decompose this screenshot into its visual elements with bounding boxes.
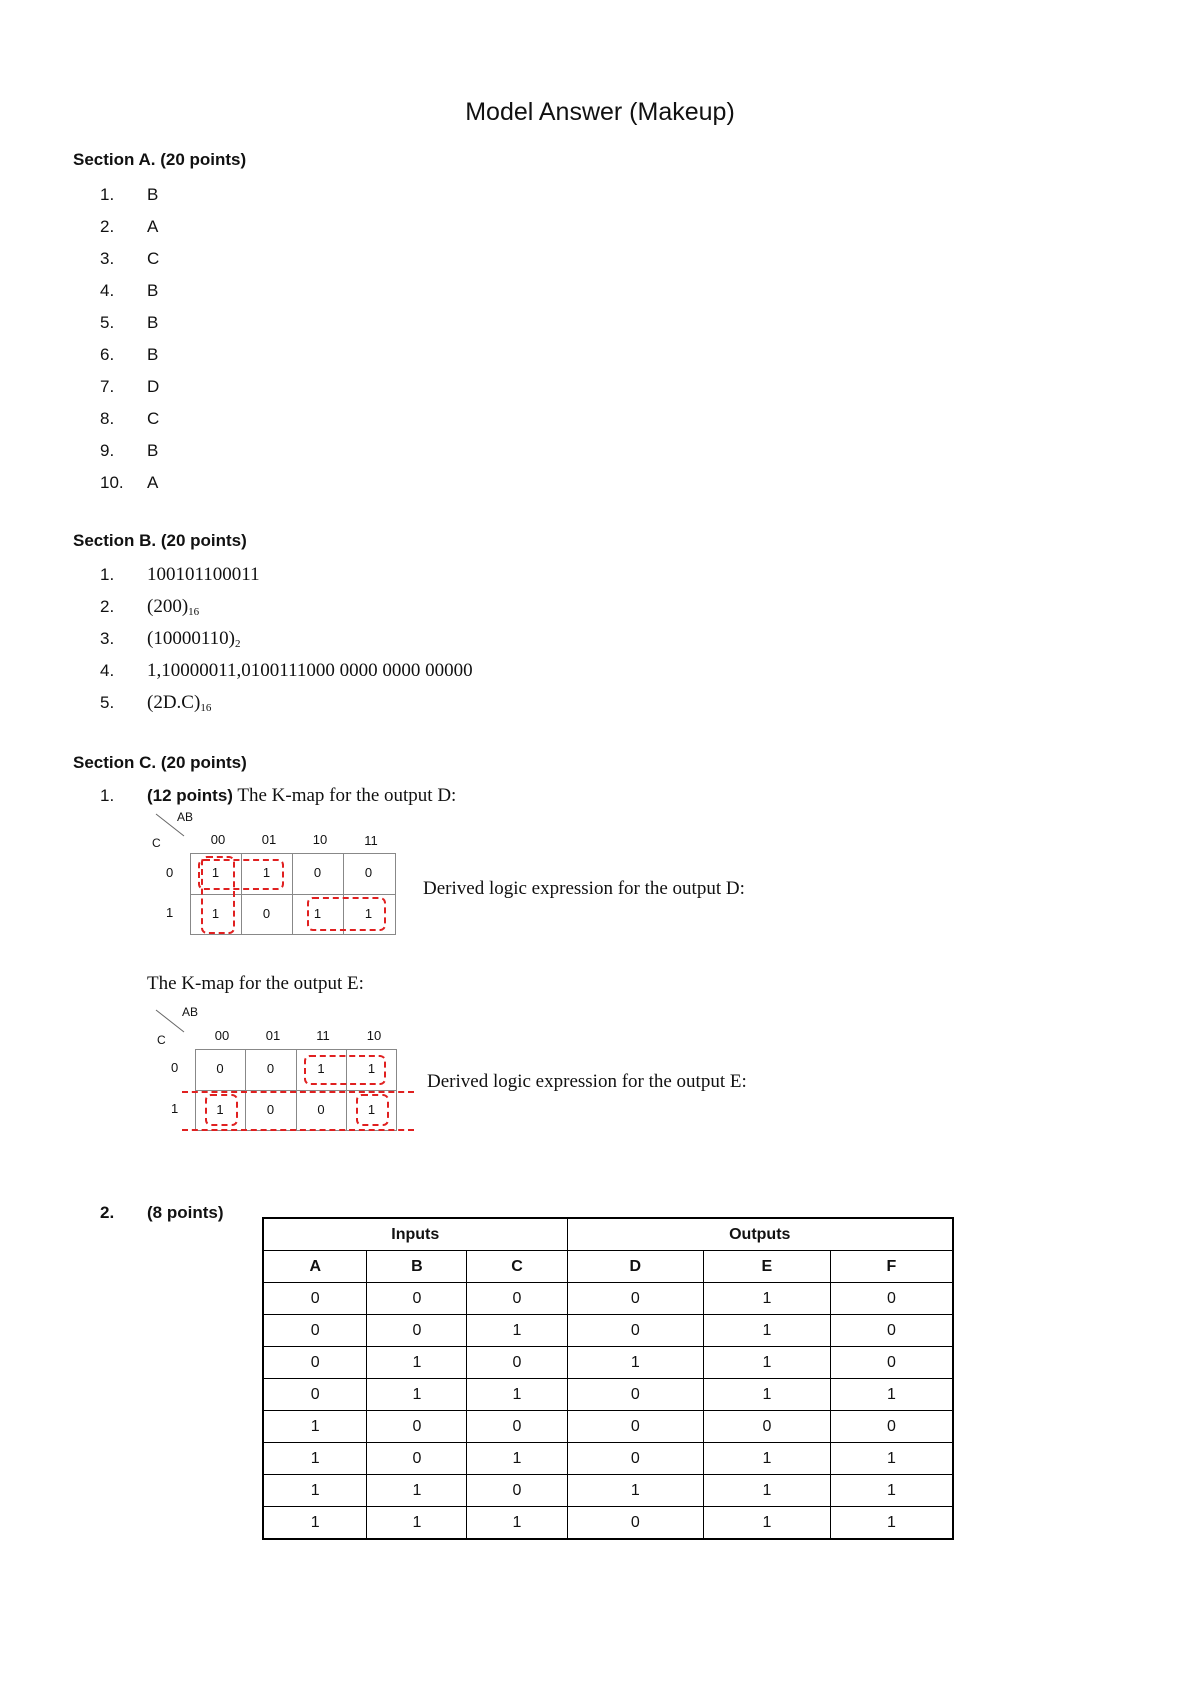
- table-cell: 1: [467, 1507, 567, 1540]
- kmap-col-label: 00: [210, 832, 226, 847]
- question-points: (12 points): [147, 786, 233, 805]
- kmap-wraparound-line: [182, 1091, 414, 1093]
- section-a-heading: Section A. (20 points): [73, 150, 247, 169]
- table-row: [263, 1347, 953, 1379]
- section-b-list: [100, 559, 473, 719]
- item-answer: (200): [147, 596, 189, 617]
- kmap-col-label: 10: [312, 832, 328, 847]
- item-number: 8.: [100, 409, 115, 428]
- table-row: [263, 1475, 953, 1507]
- question-text: The K-map for the output D:: [232, 785, 457, 806]
- item-number: 4.: [100, 661, 115, 680]
- table-cell: 1: [263, 1443, 367, 1475]
- list-item: [100, 307, 159, 339]
- list-item: [100, 243, 159, 275]
- table-cell: 0: [567, 1443, 703, 1475]
- item-answer: 100101100011: [147, 564, 260, 585]
- base-subscript: 2: [234, 638, 241, 650]
- table-cell: 1: [704, 1475, 831, 1507]
- table-cell: 0: [467, 1475, 567, 1507]
- table-cell: 0: [367, 1411, 467, 1443]
- table-cell: 0: [830, 1315, 953, 1347]
- kmap-cell: 0: [216, 1061, 224, 1076]
- list-item: [100, 623, 473, 655]
- item-answer: A: [147, 473, 159, 492]
- table-cell: 0: [467, 1347, 567, 1379]
- question-2: [100, 1197, 224, 1229]
- item-answer: A: [147, 217, 159, 236]
- table-cell: 0: [467, 1411, 567, 1443]
- base-subscript: 16: [188, 606, 200, 618]
- table-cell: 1: [830, 1379, 953, 1411]
- table-cell: 1: [263, 1411, 367, 1443]
- list-item: [100, 687, 473, 719]
- kmap-cell: 1: [367, 1102, 376, 1117]
- table-cell: 0: [830, 1411, 953, 1443]
- kmap-row-label: 0: [166, 865, 174, 880]
- table-row: [263, 1379, 953, 1411]
- list-item: [100, 591, 473, 623]
- item-number: 2.: [100, 1203, 115, 1222]
- table-cell: 1: [830, 1443, 953, 1475]
- list-item: [100, 179, 159, 211]
- table-cell: 1: [704, 1379, 831, 1411]
- kmap-cell: 1: [317, 1061, 325, 1076]
- table-cell: 0: [467, 1283, 567, 1315]
- item-answer: (10000110): [147, 628, 235, 649]
- table-cell: 1: [567, 1475, 703, 1507]
- item-number: 5.: [100, 693, 115, 712]
- table-cell: 0: [567, 1411, 703, 1443]
- item-number: 3.: [100, 249, 115, 268]
- item-number: 5.: [100, 313, 115, 332]
- expression-e-label: Derived logic expression for the output E:: [427, 1071, 747, 1092]
- group-header-outputs: Outputs: [567, 1218, 953, 1251]
- list-item: [100, 371, 159, 403]
- truth-table: [262, 1217, 954, 1540]
- table-cell: 1: [367, 1379, 467, 1411]
- list-item: [100, 339, 159, 371]
- table-cell: 1: [704, 1315, 831, 1347]
- table-cell: 0: [367, 1443, 467, 1475]
- item-number: 1.: [100, 786, 115, 805]
- kmap-cell: 0: [262, 906, 271, 921]
- table-cell: 1: [704, 1347, 831, 1379]
- table-row: [263, 1411, 953, 1443]
- kmap-group-loop: [307, 897, 386, 931]
- table-cell: 0: [263, 1283, 367, 1315]
- item-number: 9.: [100, 441, 115, 460]
- column-header: E: [704, 1251, 831, 1283]
- column-header: F: [830, 1251, 953, 1283]
- kmap-cell: 1: [211, 865, 220, 880]
- item-number: 2.: [100, 217, 115, 236]
- kmap-col-label: 01: [261, 832, 277, 847]
- kmap-cell: 1: [211, 906, 220, 921]
- kmap-e-caption: The K-map for the output E:: [147, 973, 364, 994]
- item-answer: C: [147, 409, 160, 428]
- section-a-list: [100, 179, 159, 499]
- section-b-heading: Section B. (20 points): [73, 531, 247, 550]
- kmap-group-loop: [205, 1094, 238, 1126]
- kmap-cell: 0: [364, 865, 373, 880]
- kmap-d: [150, 808, 410, 938]
- item-answer: B: [147, 185, 159, 204]
- kmap-group-loop: [201, 856, 235, 934]
- item-answer: (2D.C): [147, 692, 201, 713]
- page-title: Model Answer (Makeup): [465, 98, 735, 126]
- column-header: A: [263, 1251, 367, 1283]
- table-cell: 0: [567, 1315, 703, 1347]
- kmap-cell: 0: [266, 1102, 275, 1117]
- kmap-cell: 1: [364, 906, 373, 921]
- kmap-cell: 1: [216, 1102, 224, 1117]
- list-item: [100, 435, 159, 467]
- table-cell: 1: [467, 1315, 567, 1347]
- item-number: 1.: [100, 565, 115, 584]
- table-cell: 0: [567, 1379, 703, 1411]
- table-cell: 1: [467, 1443, 567, 1475]
- table-cell: 0: [830, 1347, 953, 1379]
- table-row: [263, 1507, 953, 1540]
- list-item: [100, 467, 159, 499]
- table-cell: 0: [567, 1283, 703, 1315]
- table-cell: 0: [567, 1507, 703, 1540]
- table-cell: 1: [830, 1475, 953, 1507]
- item-answer: B: [147, 281, 159, 300]
- kmap-col-label: 00: [214, 1028, 230, 1043]
- table-cell: 0: [263, 1379, 367, 1411]
- kmap-cell: 1: [367, 1061, 376, 1076]
- list-item: [100, 403, 159, 435]
- table-cell: 0: [263, 1315, 367, 1347]
- table-row: [263, 1315, 953, 1347]
- table-row: [263, 1283, 953, 1315]
- table-cell: 0: [830, 1283, 953, 1315]
- item-answer: B: [147, 345, 159, 364]
- table-cell: 0: [367, 1315, 467, 1347]
- table-cell: 1: [467, 1379, 567, 1411]
- kmap-group-loop: [356, 1094, 389, 1126]
- kmap-ab-label: AB: [177, 810, 194, 824]
- kmap-cell: 0: [317, 1102, 325, 1117]
- column-header: C: [467, 1251, 567, 1283]
- item-answer: D: [147, 377, 160, 396]
- table-cell: 0: [704, 1411, 831, 1443]
- list-item: [100, 211, 159, 243]
- item-number: 1.: [100, 185, 115, 204]
- kmap-cell: 0: [266, 1061, 275, 1076]
- kmap-row-label: 0: [171, 1060, 179, 1075]
- kmap-cell: 1: [313, 906, 322, 921]
- kmap-row-label: 1: [171, 1101, 179, 1116]
- item-number: 4.: [100, 281, 115, 300]
- table-header-row: [263, 1251, 953, 1283]
- table-cell: 1: [367, 1475, 467, 1507]
- section-c-heading: Section C. (20 points): [73, 753, 247, 772]
- kmap-cell: 1: [262, 865, 271, 880]
- item-number: 3.: [100, 629, 115, 648]
- kmap-c-label: C: [152, 836, 161, 850]
- list-item: [100, 559, 473, 591]
- table-row: [263, 1443, 953, 1475]
- item-answer: B: [147, 313, 159, 332]
- question-points: (8 points): [147, 1203, 224, 1222]
- item-answer: 1,10000011,0100111000 0000 0000 00000: [147, 660, 473, 681]
- table-cell: 1: [830, 1507, 953, 1540]
- item-number: 10.: [100, 473, 124, 492]
- table-cell: 1: [263, 1507, 367, 1540]
- item-number: 2.: [100, 597, 115, 616]
- list-item: [100, 655, 473, 687]
- kmap-col-label: 11: [316, 1028, 330, 1043]
- expression-d-label: Derived logic expression for the output D:: [423, 878, 745, 899]
- table-cell: 0: [367, 1283, 467, 1315]
- kmap-e: [150, 1005, 420, 1135]
- list-item: [100, 275, 159, 307]
- item-number: 6.: [100, 345, 115, 364]
- column-header: D: [567, 1251, 703, 1283]
- kmap-group-loop: [304, 1055, 386, 1085]
- kmap-col-label: 10: [366, 1028, 382, 1043]
- base-subscript: 16: [200, 702, 212, 714]
- item-answer: B: [147, 441, 159, 460]
- kmap-row-label: 1: [166, 905, 174, 920]
- table-cell: 1: [704, 1507, 831, 1540]
- item-answer: C: [147, 249, 160, 268]
- kmap-cell: 0: [313, 865, 322, 880]
- kmap-c-label: C: [157, 1033, 166, 1047]
- kmap-col-label: 11: [364, 833, 378, 848]
- table-cell: 0: [263, 1347, 367, 1379]
- kmap-col-label: 01: [265, 1028, 281, 1043]
- table-cell: 1: [367, 1507, 467, 1540]
- column-header: B: [367, 1251, 467, 1283]
- item-number: 7.: [100, 377, 115, 396]
- group-header-inputs: Inputs: [263, 1218, 567, 1251]
- kmap-ab-label: AB: [182, 1005, 199, 1019]
- table-cell: 1: [704, 1443, 831, 1475]
- table-cell: 1: [704, 1283, 831, 1315]
- table-cell: 1: [367, 1347, 467, 1379]
- table-group-header-row: [263, 1218, 953, 1251]
- table-cell: 1: [263, 1475, 367, 1507]
- table-cell: 1: [567, 1347, 703, 1379]
- kmap-wraparound-line: [182, 1129, 414, 1131]
